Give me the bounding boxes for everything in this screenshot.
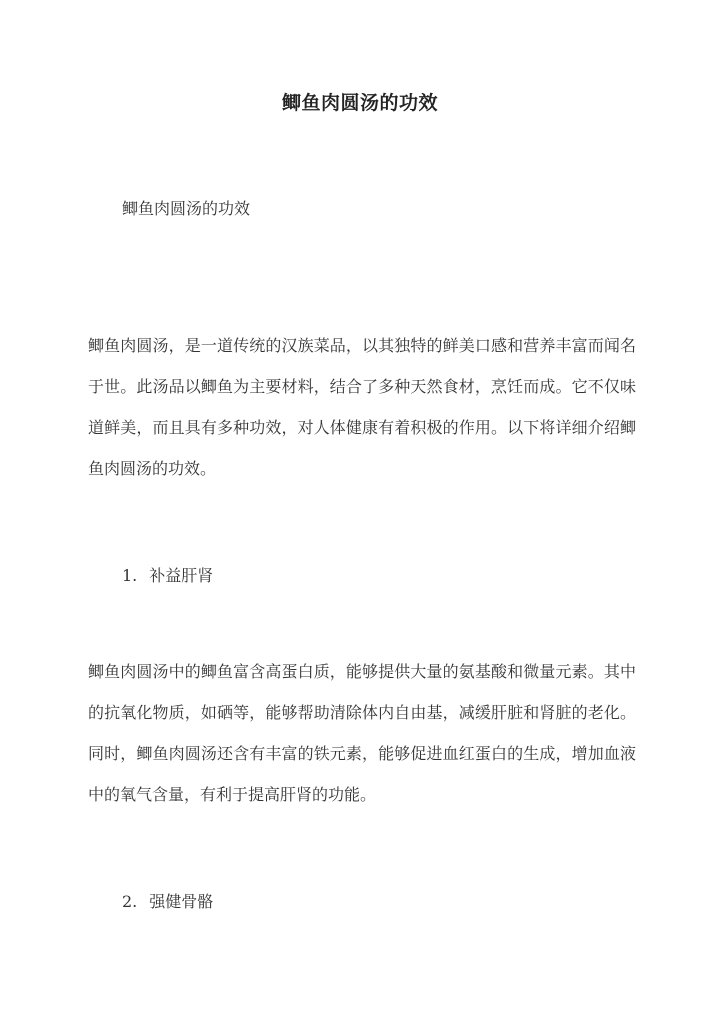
section-number: 1. (122, 566, 138, 585)
document-subtitle: 鲫鱼肉圆汤的功效 (122, 199, 251, 218)
section-heading-text: 补益肝肾 (149, 566, 214, 585)
section-heading-text: 强健骨骼 (149, 892, 214, 911)
section-number: 2. (122, 892, 138, 911)
section-1-paragraph: 鲫鱼肉圆汤中的鲫鱼富含高蛋白质，能够提供大量的氨基酸和微量元素。其中的抗氧化物质，如硒等，能够帮助清除体内自由基，减缓肝脏和肾脏的老化。同时，鲫鱼肉圆汤还含有丰富的铁元素，能够促进血红蛋白的生成，增加血液中的氧气含量，有利于提高肝肾的功能。 (88, 662, 636, 804)
section-heading-1 (122, 563, 213, 586)
document-title: 鲫鱼肉圆汤的功效 (281, 92, 438, 114)
section-heading-2 (122, 889, 213, 912)
intro-paragraph: 鲫鱼肉圆汤，是一道传统的汉族菜品，以其独特的鲜美口感和营养丰富而闻名于世。此汤品以鲫鱼为主要材料，结合了多种天然食材，烹饪而成。它不仅味道鲜美，而且具有多种功效，对人体健康有着积极的作用。以下将详细介绍鲫鱼肉圆汤的功效。 (88, 336, 636, 478)
